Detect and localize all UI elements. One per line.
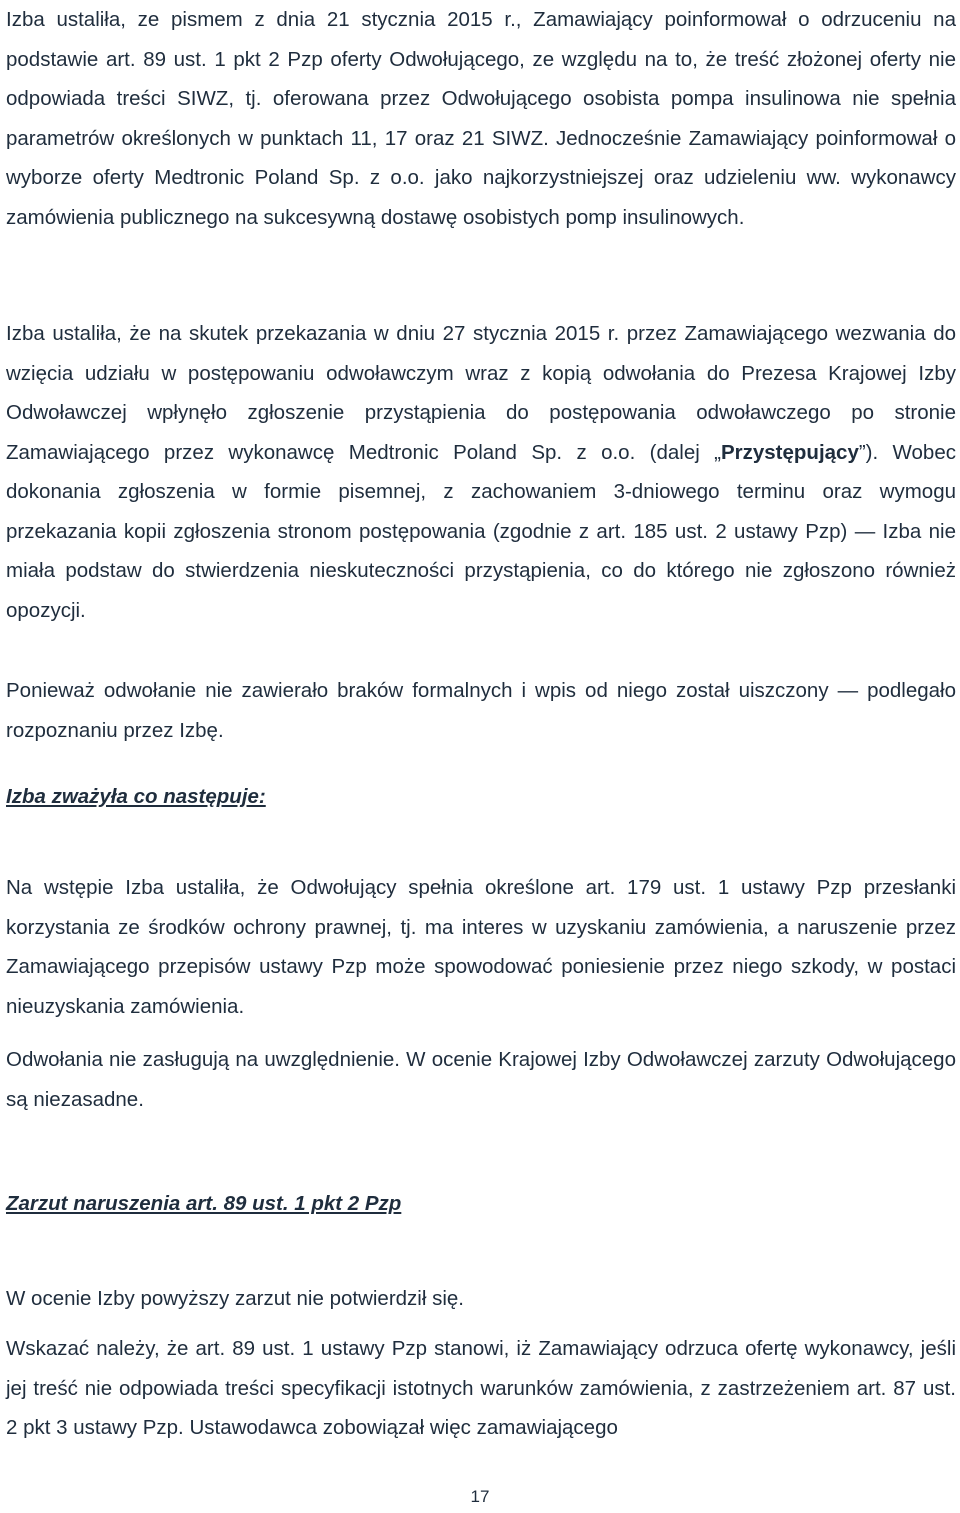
section-heading-charge [6, 1184, 956, 1224]
intervener-term: Przystępujący [720, 440, 859, 464]
paragraph-intervener-text-b: ”). Wobec dokonania zgłoszenia w formie pisemnej, z zachowaniem 3-dniowego terminu oraz wymogu przekazania kopii zgłoszenia stronom postępowania (zgodnie z art. 185 ust. 2 ustawy Pzp) — Izba nie miała podstaw do stwierdzenia nieskuteczności przystąpienia, co do którego nie zgłoszono również opozycji. [6, 440, 956, 622]
paragraph-legal-basis: Wskazać należy, że art. 89 ust. 1 ustawy Pzp stanowi, iż Zamawiający odrzuca ofertę wykonawcy, jeśli jej treść nie odpowiada treści specyfikacji istotnych warunków zamówienia, z zastrzeżeniem art. 87 ust. 2 pkt 3 ustawy Pzp. Ustawodawca zobowiązał więc zamawiającego [6, 1337, 956, 1439]
paragraph-standing: Na wstępie Izba ustaliła, że Odwołujący spełnia określone art. 179 ust. 1 ustawy Pzp przesłanki korzystania ze środków ochrony prawnej, tj. ma interes w uzyskaniu zamówienia, a naruszenie przez Zamawiającego przepisów ustawy Pzp może spowodować poniesienie przez niego szkody, w postaci nieuzyskania zamówienia. [6, 876, 956, 1018]
page-number: 17 [470, 1487, 490, 1506]
paragraph-intervener-text-a: Izba ustaliła, że na skutek przekazania w dniu 27 stycznia 2015 r. przez Zamawiającego wezwania do wzięcia udziału w postępowaniu odwoławczym wraz z kopią odwołania do Prezesa Krajowej Izby Odwoławczej wpłynęło zgłoszenie przystąpienia do postępowania odwoławczego po stronie Zamawiającego przez wykonawcę Medtronic Poland Sp. z o.o. (dalej „ [6, 322, 956, 464]
section-heading-considerations [6, 777, 956, 817]
section-heading-considerations-text: Izba zważyła co następuje: [6, 785, 266, 808]
paragraph-conclusion: Odwołania nie zasługują na uwzględnienie. W ocenie Krajowej Izby Odwoławczej zarzuty Odwołującego są niezasadne. [6, 1048, 956, 1111]
paragraph-rejection-notice: Izba ustaliła, ze pismem z dnia 21 stycznia 2015 r., Zamawiający poinformował o odrzuceniu na podstawie art. 89 ust. 1 pkt 2 Pzp oferty Odwołującego, ze względu na to, że treść złożonej oferty nie odpowiada treści SIWZ, tj. oferowana przez Odwołującego osobista pompa insulinowa nie spełnia parametrów określonych w punktach 11, 17 oraz 21 SIWZ. Jednocześnie Zamawiający poinformował o wyborze oferty Medtronic Poland Sp. z o.o. jako najkorzystniejszej oraz udzieleniu ww. wykonawcy zamówienia publicznego na sukcesywną dostawę osobistych pomp insulinowych. [6, 8, 956, 229]
section-heading-charge-text: Zarzut naruszenia art. 89 ust. 1 pkt 2 Pzp [6, 1192, 402, 1215]
paragraph-admissibility: Ponieważ odwołanie nie zawierało braków formalnych i wpis od niego został uiszczony — podlegało rozpoznaniu przez Izbę. [6, 679, 956, 742]
paragraph-charge-unconfirmed: W ocenie Izby powyższy zarzut nie potwierdził się. [6, 1287, 465, 1310]
paragraph-intervener [6, 314, 956, 630]
